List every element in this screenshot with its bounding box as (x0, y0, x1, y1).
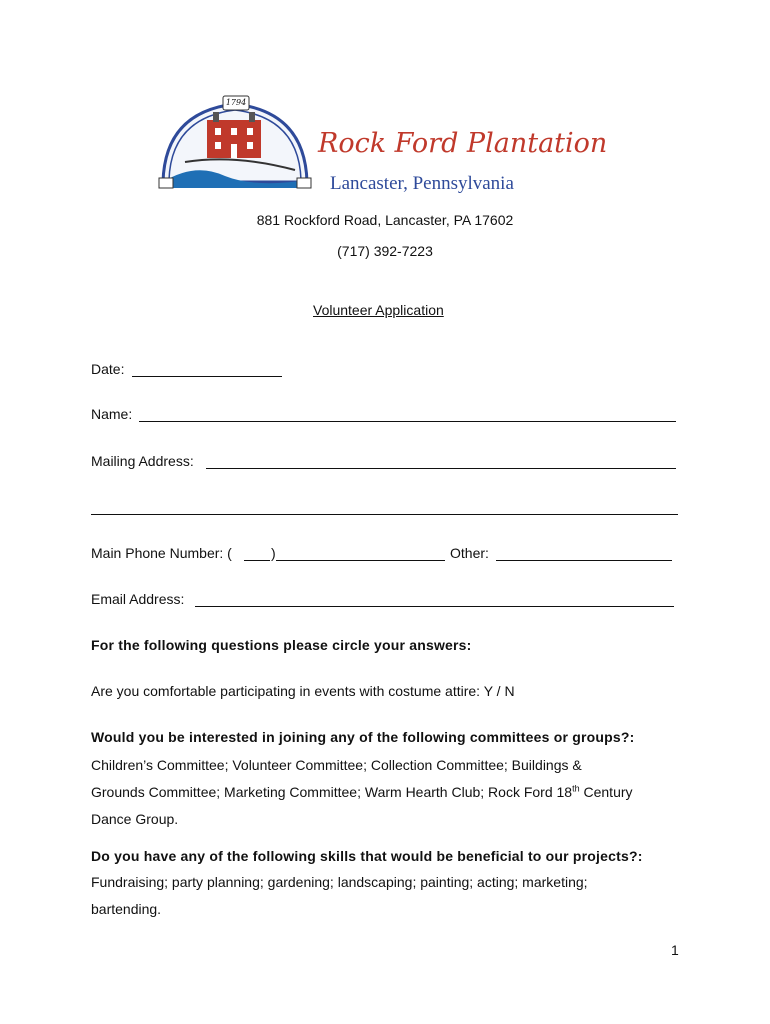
mailing-address-field[interactable] (206, 468, 676, 469)
email-label: Email Address: (91, 591, 185, 607)
skills-list (91, 869, 691, 923)
costume-question: Are you comfortable participating in events with costume attire: Y / N (91, 683, 515, 699)
skills-heading: Do you have any of the following skills that would be beneficial to our projects?: (91, 848, 643, 864)
org-location: Lancaster, Pennsylvania (330, 173, 514, 194)
instruction-text: For the following questions please circle your answers: (91, 637, 472, 653)
org-phone: (717) 392-7223 (337, 243, 433, 259)
date-label: Date: (91, 361, 125, 377)
mailing-address-label: Mailing Address: (91, 453, 194, 469)
org-name: Rock Ford Plantation (318, 128, 608, 159)
logo (155, 92, 315, 197)
phone-label: Main Phone Number: ( (91, 545, 232, 561)
org-address: 881 Rockford Road, Lancaster, PA 17602 (256, 212, 514, 228)
name-label: Name: (91, 406, 133, 422)
committees-line-1: Children’s Committee; Volunteer Committee; Collection Committee; Buildings & (91, 757, 582, 773)
phone-number-field[interactable] (276, 560, 445, 561)
page-number: 1 (671, 942, 679, 958)
committees-line-3: Dance Group. (91, 811, 179, 827)
phone-area-code-close: ) (271, 545, 276, 561)
email-field[interactable] (195, 606, 674, 607)
committees-line-2: Grounds Committee; Marketing Committee; Warm Hearth Club; Rock Ford 18th Century (91, 783, 633, 800)
form-title: Volunteer Application (313, 302, 444, 318)
committees-heading: Would you be interested in joining any of the following committees or groups?: (91, 729, 635, 745)
other-phone-label: Other: (450, 545, 489, 561)
skills-line-2: bartending. (91, 901, 162, 917)
committees-list (91, 752, 691, 833)
mailing-address-field-line-2[interactable] (91, 514, 678, 515)
date-field[interactable] (132, 376, 282, 377)
other-phone-field[interactable] (496, 560, 672, 561)
logo-year: 1794 (225, 98, 247, 107)
name-field[interactable] (139, 421, 676, 422)
logo-emblem (155, 92, 315, 197)
skills-line-1: Fundraising; party planning; gardening; landscaping; painting; acting; marketing; (91, 874, 588, 890)
phone-area-code-field[interactable] (244, 560, 270, 561)
